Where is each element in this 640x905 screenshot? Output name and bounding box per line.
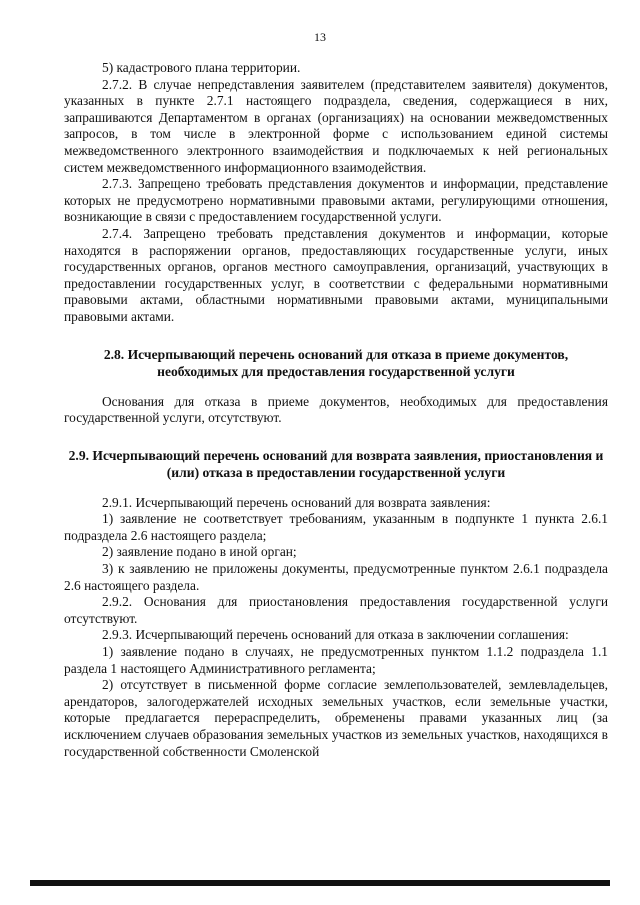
paragraph-2-9-1: 2.9.1. Исчерпывающий перечень оснований для возврата заявления: — [102, 494, 491, 510]
paragraph-2-8: Основания для отказа в приеме документов, необходимых для предоставления государственной услуги, отсутствуют. — [64, 393, 608, 426]
list-item-2-9-1-2: 2) заявление подано в иной орган; — [102, 544, 297, 560]
paragraph-2-9-3: 2.9.3. Исчерпывающий перечень оснований для отказа в заключении соглашения: — [102, 627, 569, 643]
list-item-2-9-3-2: 2) отсутствует в письменной форме согласие землепользователей, землевладельцев, арендаторов, залогодержателей исходных земельных участков, если земельные участки, которые предлагается перераспределить, обременены правами указанных лиц (за исключением случаев образования земельных участков из земельных участков, находящихся в государственной собственности Смоленской — [64, 677, 608, 759]
list-item-2-9-1-1: 1) заявление не соответствует требованиям, указанным в подпункте 1 пункта 2.6.1 подраздела 2.6 настоящего раздела; — [64, 511, 608, 543]
bottom-border-bar — [30, 880, 610, 886]
list-item-2-9-1-3: 3) к заявлению не приложены документы, предусмотренные пунктом 2.6.1 подраздела 2.6 настоящего раздела. — [64, 561, 608, 593]
paragraph-2-7-2: 2.7.2. В случае непредставления заявителем (представителем заявителя) документов, указанных в пункте 2.7.1 настоящего подраздела, сведения, содержащиеся в них, запрашиваются Департаментом в органах (организациях) на основании межведомственных запросов, в том числе в электронной форме с использованием единой системы межведомственного электронного взаимодействия и подключаемых к ней региональных систем межведомственного информационного взаимодействия. — [64, 76, 608, 175]
section-heading-2-9: 2.9. Исчерпывающий перечень оснований для возврата заявления, приостановления и (или) отказа в предоставлении государственной услуги — [68, 447, 604, 480]
list-item-2-9-3-1: 1) заявление подано в случаях, не предусмотренных пунктом 1.1.2 подраздела 1.1 раздела 1 настоящего Административного регламента; — [64, 644, 608, 676]
paragraph-2-7-4: 2.7.4. Запрещено требовать представления документов и информации, которые находятся в распоряжении органов, предоставляющих государственные услуги, иных государственных органов, органов местного самоуправления, организаций, участвующих в предоставлении государственных услуг, в соответствии с федеральными нормативными правовыми актами, областными нормативными правовыми актами, муниципальными правовыми актами. — [64, 225, 608, 324]
paragraph-2-9-2: 2.9.2. Основания для приостановления предоставления государственной услуги отсутствуют. — [64, 594, 608, 626]
paragraph-cadastral-plan: 5) кадастрового плана территории. — [102, 60, 301, 75]
paragraph-2-7-3: 2.7.3. Запрещено требовать представления документов и информации, представление которых не предусмотрено нормативными правовыми актами, регулирующими отношения, возникающие в связи с предоставлением государственной услуги. — [64, 176, 608, 225]
page-number: 13 — [314, 30, 326, 44]
section-heading-2-8: 2.8. Исчерпывающий перечень оснований для отказа в приеме документов, необходимых для предоставления государственной услуги — [103, 346, 569, 379]
document-body — [64, 60, 608, 760]
